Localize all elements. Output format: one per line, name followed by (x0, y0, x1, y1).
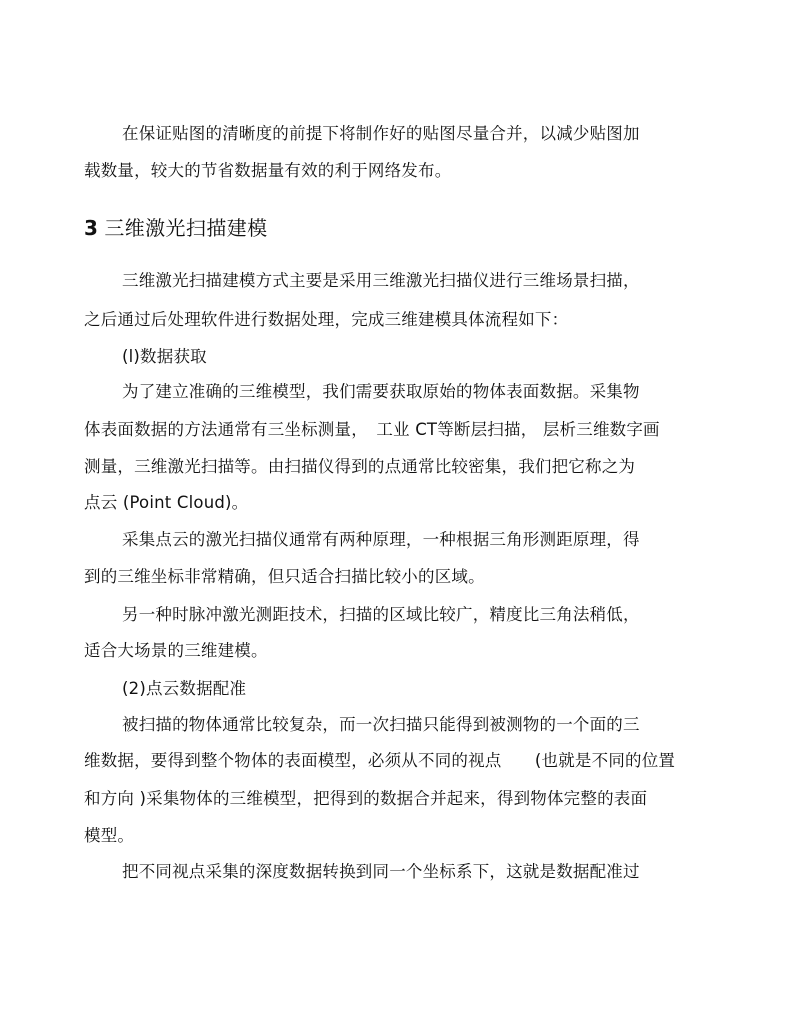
paragraph-line: 测量，三维激光扫描等。由扫描仪得到的点通常比较密集，我们把它称之为 (84, 457, 636, 476)
paragraph-line: 点云 (Point Cloud)。 (84, 493, 249, 512)
paragraph-line: 另一种时脉冲激光测距技术，扫描的区域比较广，精度比三角法稍低， (122, 605, 640, 624)
paragraph-line: 到的三维坐标非常精确，但只适合扫描比较小的区域。 (84, 567, 485, 586)
paragraph-line: 在保证贴图的清晰度的前提下将制作好的贴图尽量合并，以减少贴图加 (122, 124, 640, 143)
section-title: 三维激光扫描建模 (104, 216, 268, 240)
paragraph-line: 之后通过后处理软件进行数据处理，完成三维建模具体流程如下： (84, 310, 569, 329)
paragraph-line: 把不同视点采集的深度数据转换到同一个坐标系下，这就是数据配准过 (122, 862, 640, 881)
subsection-heading: (l)数据获取 (122, 347, 207, 366)
paragraph-line: 采集点云的激光扫描仪通常有两种原理，一种根据三角形测距原理，得 (122, 530, 640, 549)
paragraph-line: 被扫描的物体通常比较复杂，而一次扫描只能得到被测物的一个面的三 (122, 715, 640, 734)
paragraph-line: 为了建立准确的三维模型，我们需要获取原始的物体表面数据。采集物 (122, 382, 640, 401)
paragraph-line: 体表面数据的方法通常有三坐标测量， 工业 CT等断层扫描， 层析三维数字画 (84, 420, 660, 439)
paragraph-line: 三维激光扫描建模方式主要是采用三维激光扫描仪进行三维场景扫描， (122, 271, 640, 290)
paragraph-line: 模型。 (84, 826, 135, 845)
paragraph-line: 适合大场景的三维建模。 (84, 641, 268, 660)
section-heading (84, 216, 268, 240)
section-number: 3 (84, 216, 99, 240)
paragraph-line: 和方向 )采集物体的三维模型，把得到的数据合并起来，得到物体完整的表面 (84, 789, 648, 808)
subsection-heading: (2)点云数据配准 (122, 679, 247, 698)
paragraph-line: 载数量，较大的节省数据量有效的利于网络发布。 (84, 161, 452, 180)
paragraph-line: 维数据，要得到整个物体的表面模型，必须从不同的视点 (也就是不同的位置 (84, 751, 676, 770)
